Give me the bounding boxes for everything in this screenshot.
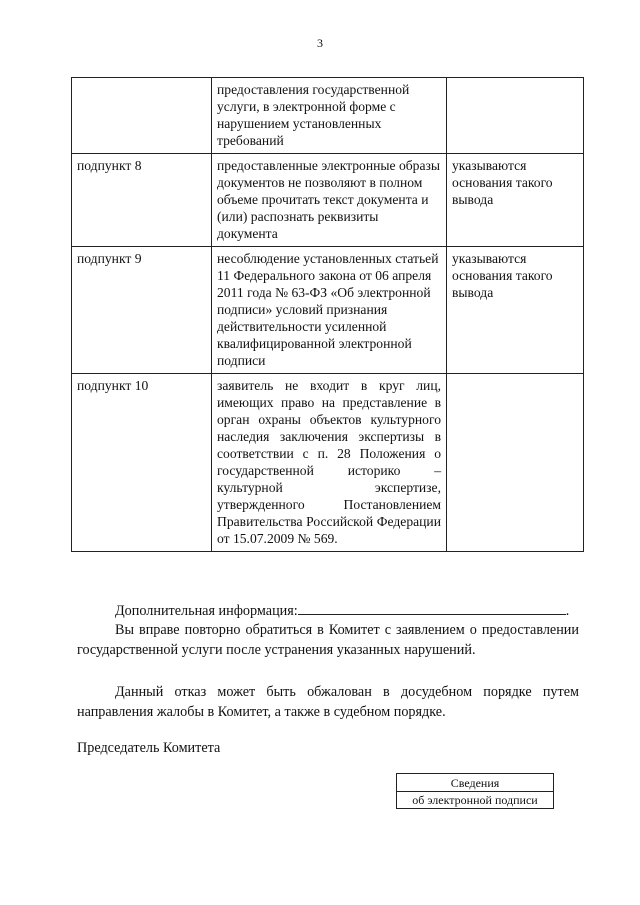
signature-stamp-subtitle: об электронной подписи [397,791,553,807]
table-row [72,154,584,247]
item-cell [72,78,212,154]
item-cell: подпункт 8 [72,154,212,247]
reason-cell: предоставления государственной услуги, в электронной форме с нарушением установленных требований [212,78,447,154]
item-cell: подпункт 10 [72,374,212,552]
table-row [72,247,584,374]
electronic-signature-stamp [396,773,554,809]
explanation-cell [447,374,584,552]
additional-info-label: Дополнительная информация: [115,603,298,619]
table-row [72,374,584,552]
reason-cell: заявитель не входит в круг лиц, имеющих право на представление в орган охраны объектов культурного наследия заключения экспертизы в соответствии с п. 28 Положения о государственной историко – культурной экспертизе, утвержденного Постановлением Правительства Российской Федерации от 15.07.2009 № 569. [212,374,447,552]
additional-info-line [77,600,579,621]
refusal-grounds-table [71,77,584,552]
table-row [72,78,584,154]
additional-info-blank [298,600,566,615]
explanation-cell [447,78,584,154]
page-number: 3 [317,36,323,50]
reason-cell: несоблюдение установленных статьей 11 Федерального закона от 06 апреля 2011 года № 63-ФЗ «Об электронной подписи» условий признания действительности усиленной квалифицированной электронной подписи [212,247,447,374]
appeal-paragraph: Данный отказ может быть обжалован в досудебном порядке путем направления жалобы в Комитет, а также в судебном порядке. [77,684,579,720]
reason-cell: предоставленные электронные образы документов не позволяют в полном объеме прочитать текст документа и (или) распознать реквизиты документа [212,154,447,247]
explanation-cell: указываются основания такого вывода [447,154,584,247]
additional-info-end: . [565,603,570,619]
signature-stamp-title: Сведения [450,776,500,790]
item-cell: подпункт 9 [72,247,212,374]
reapply-paragraph: Вы вправе повторно обратиться в Комитет с заявлением о предоставлении государственной услуги после устранения указанных нарушений. [77,622,579,658]
signer-position: Председатель Комитета [77,740,221,756]
explanation-cell: указываются основания такого вывода [447,247,584,374]
